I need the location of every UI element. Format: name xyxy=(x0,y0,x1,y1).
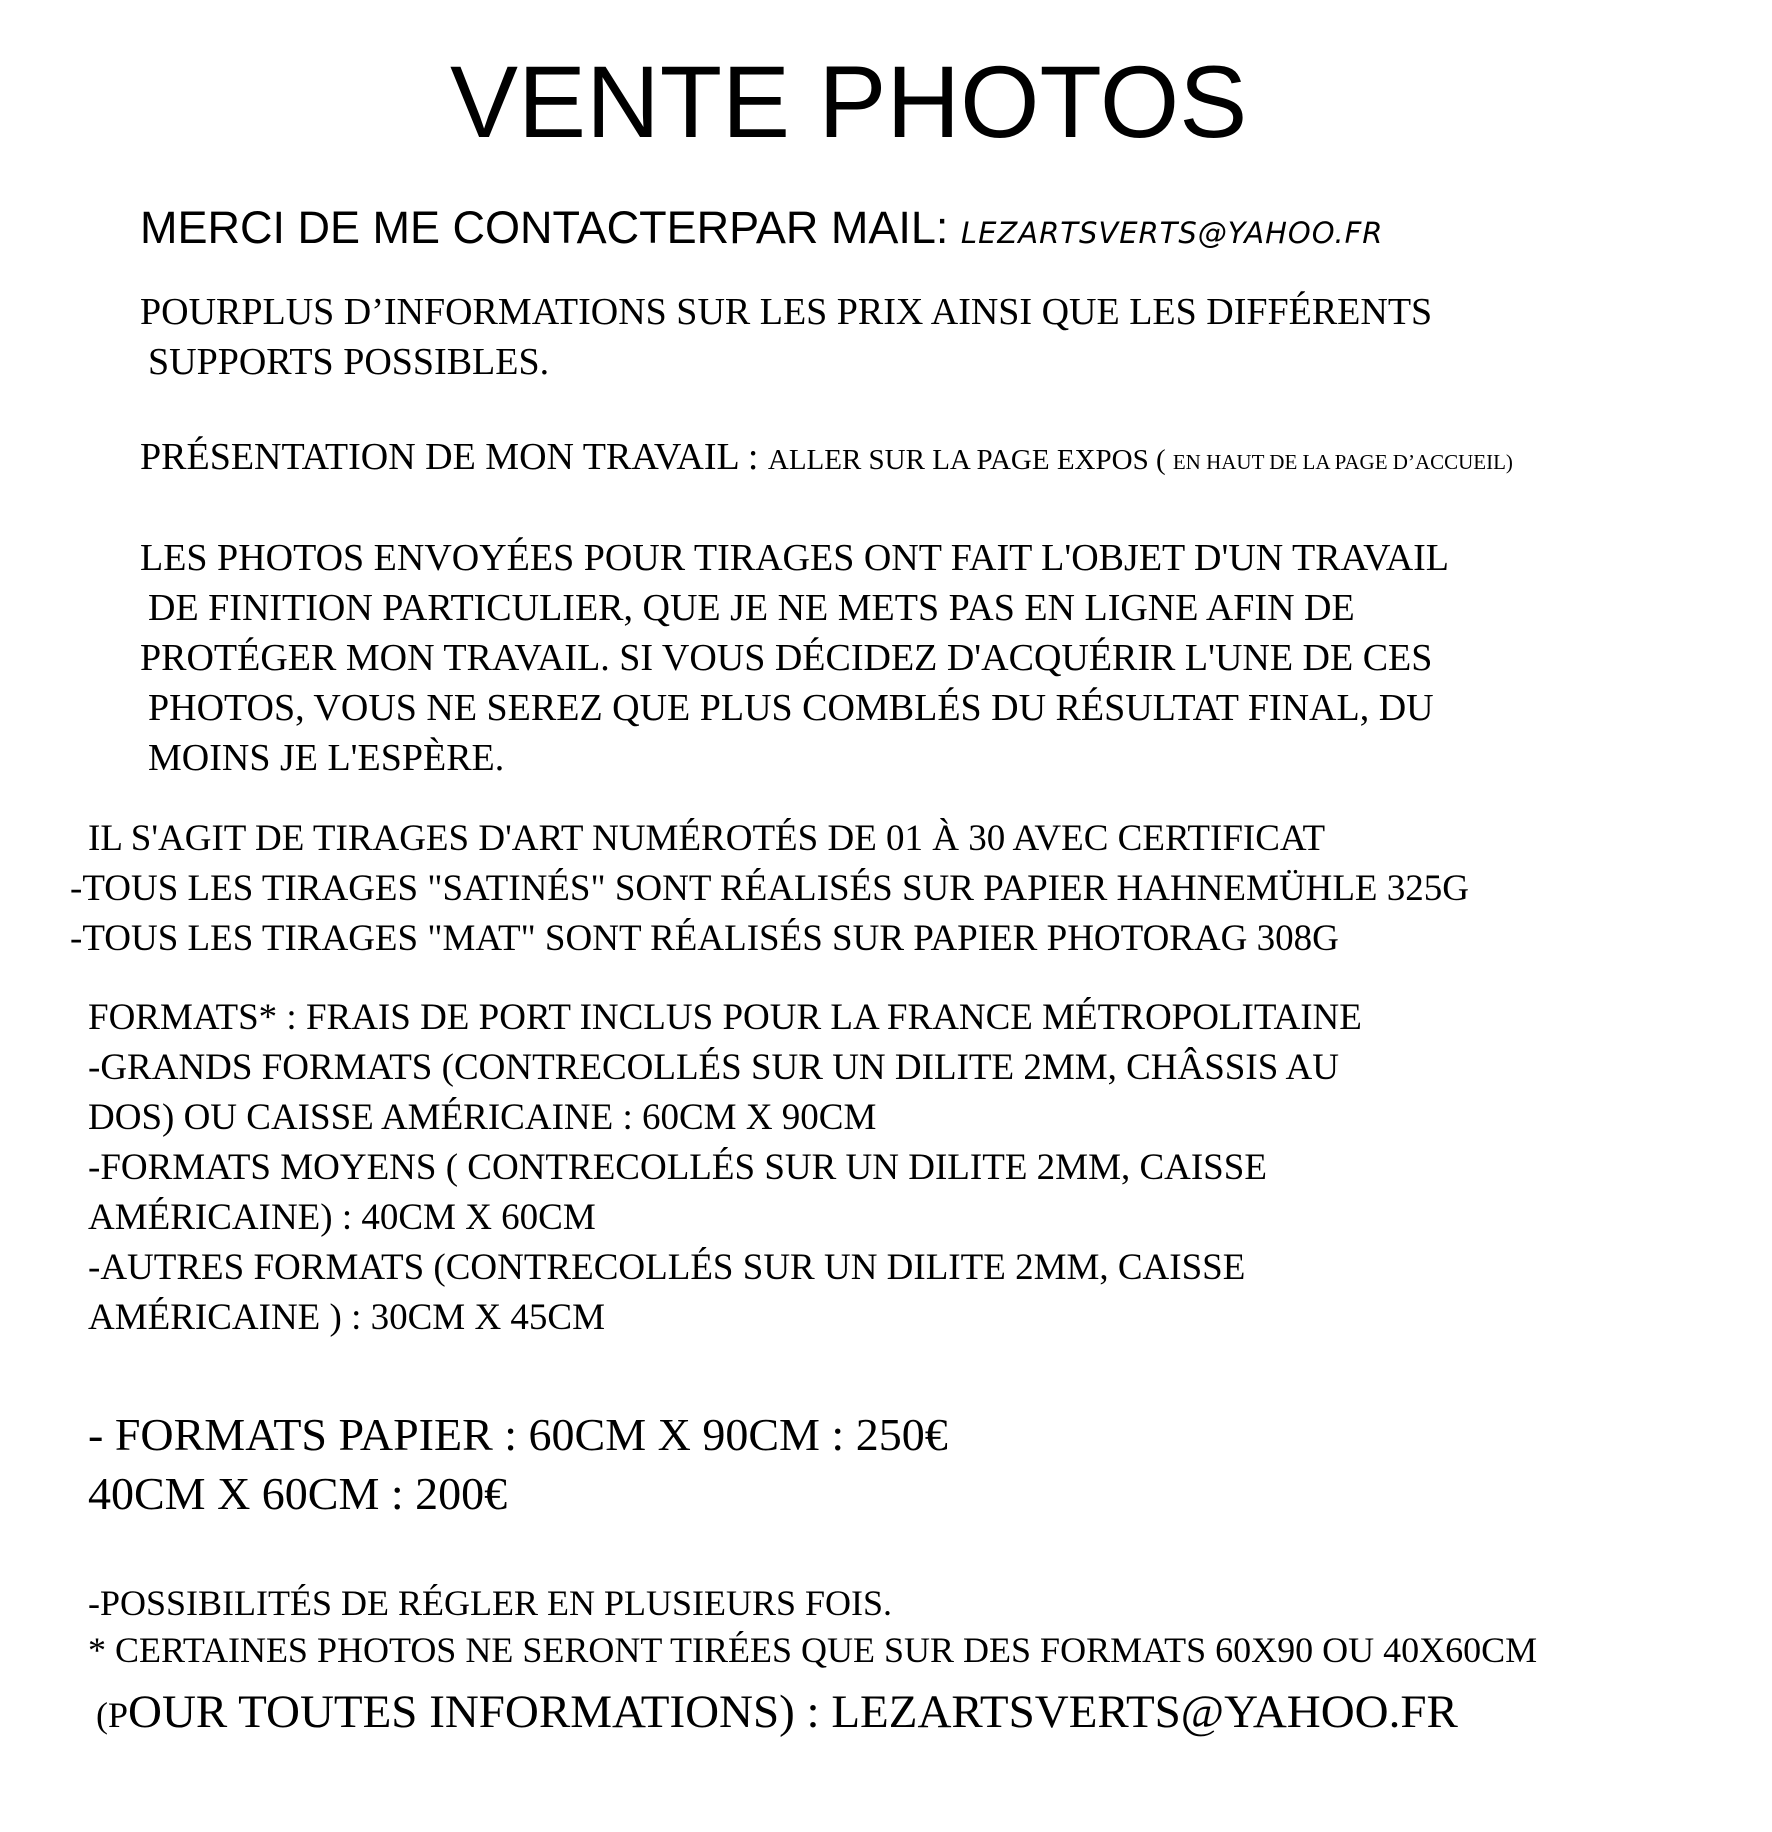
art-line: -TOUS LES TIRAGES "SATINÉS" SONT RÉALISÉS SUR PAPIER HAHNEMÜHLE 325G xyxy=(70,868,1470,909)
presentation-line xyxy=(140,432,1513,487)
formats-line: FORMATS* : FRAIS DE PORT INCLUS POUR LA FRANCE MÉTROPOLITAINE xyxy=(88,997,1362,1038)
formats-line: AMÉRICAINE) : 40CM X 60CM xyxy=(88,1197,596,1238)
formats-line: -GRANDS FORMATS (CONTRECOLLÉS SUR UN DILITE 2MM, CHÂSSIS AU xyxy=(88,1047,1339,1088)
art-line: -TOUS LES TIRAGES "MAT" SONT RÉALISÉS SUR PAPIER PHOTORAG 308G xyxy=(70,918,1339,959)
formats-line: -FORMATS MOYENS ( CONTRECOLLÉS SUR UN DILITE 2MM, CAISSE xyxy=(88,1147,1267,1188)
info-paragraph xyxy=(140,287,1432,387)
prices-list xyxy=(88,1405,948,1523)
photos-line: MOINS JE L'ESPÈRE. xyxy=(148,737,505,779)
info-line: SUPPORTS POSSIBLES. xyxy=(148,341,550,383)
art-prints-list xyxy=(70,814,1469,964)
photos-paragraph xyxy=(140,533,1449,783)
final-contact-line xyxy=(96,1684,1458,1743)
photos-line: DE FINITION PARTICULIER, QUE JE NE METS PAS EN LIGNE AFIN DE xyxy=(148,587,1355,629)
presentation-note: EN HAUT DE LA PAGE D’ACCUEIL) xyxy=(1172,450,1513,474)
contact-email: LEZARTSVERTS@YAHOO.FR xyxy=(960,216,1384,250)
presentation-link: ALLER SUR LA PAGE EXPOS ( xyxy=(767,444,1173,476)
formats-line: AMÉRICAINE ) : 30CM X 45CM xyxy=(88,1297,605,1338)
payment-notes xyxy=(88,1580,1537,1674)
price-line: - FORMATS PAPIER : 60CM X 90CM : 250€ xyxy=(88,1409,948,1460)
photos-line: PROTÉGER MON TRAVAIL. SI VOUS DÉCIDEZ D'ACQUÉRIR L'UNE DE CES xyxy=(140,637,1433,679)
art-line: IL S'AGIT DE TIRAGES D'ART NUMÉROTÉS DE 01 À 30 AVEC CERTIFICAT xyxy=(88,818,1326,859)
contact-line xyxy=(140,200,1383,261)
formats-list xyxy=(88,993,1362,1343)
presentation-label: PRÉSENTATION DE MON TRAVAIL : xyxy=(140,436,768,478)
formats-line: -AUTRES FORMATS (CONTRECOLLÉS SUR UN DILITE 2MM, CAISSE xyxy=(88,1247,1246,1288)
payment-line: -POSSIBILITÉS DE RÉGLER EN PLUSIEURS FOIS. xyxy=(88,1583,893,1623)
price-line: 40CM X 60CM : 200€ xyxy=(88,1468,508,1519)
photos-line: PHOTOS, VOUS NE SEREZ QUE PLUS COMBLÉS DU RÉSULTAT FINAL, DU xyxy=(148,687,1434,729)
final-prefix: (P xyxy=(96,1695,129,1735)
page-title: VENTE PHOTOS xyxy=(450,45,1248,159)
info-line: POURPLUS D’INFORMATIONS SUR LES PRIX AINSI QUE LES DIFFÉRENTS xyxy=(140,291,1433,333)
payment-line: * CERTAINES PHOTOS NE SERONT TIRÉES QUE SUR DES FORMATS 60X90 OU 40X60CM xyxy=(88,1630,1538,1670)
final-text: OUR TOUTES INFORMATIONS) : LEZARTSVERTS@YAHOO.FR xyxy=(128,1686,1458,1738)
photos-line: LES PHOTOS ENVOYÉES POUR TIRAGES ONT FAIT L'OBJET D'UN TRAVAIL xyxy=(140,537,1449,579)
contact-label: MERCI DE ME CONTACTERPAR MAIL: xyxy=(140,202,961,253)
formats-line: DOS) OU CAISSE AMÉRICAINE : 60CM X 90CM xyxy=(88,1097,877,1138)
